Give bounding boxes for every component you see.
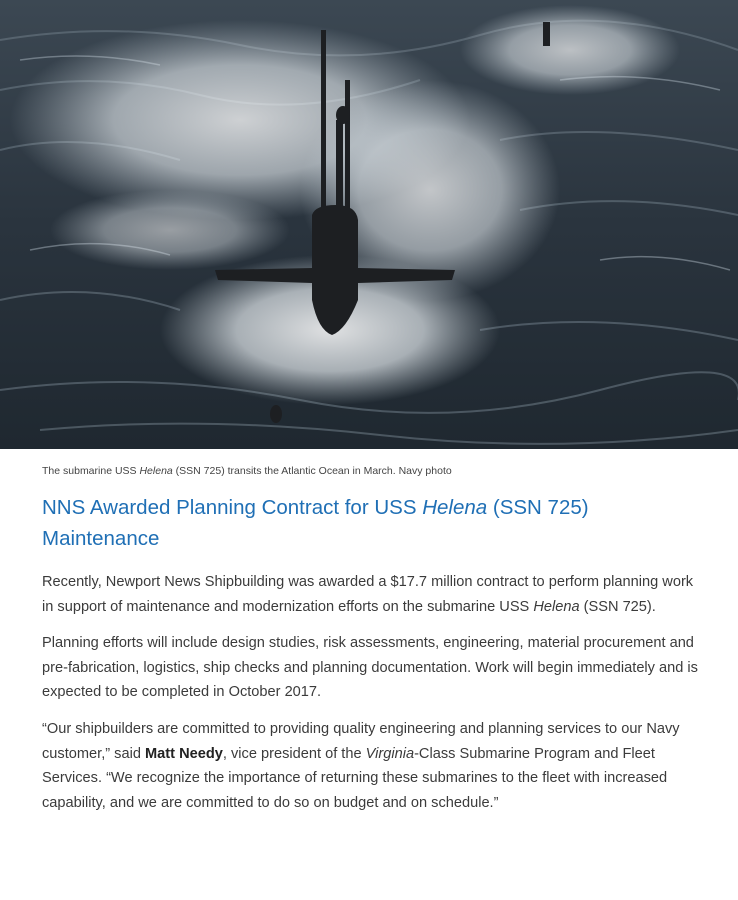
title-ship-name: Helena: [422, 496, 488, 519]
paragraph-planning: Planning efforts will include design studies, risk assessments, engineering, material procurement and pre-fabrication, logistics, ship checks and planning documentation. Work will begin immediately and is expected to be completed in October 2017.: [42, 635, 698, 701]
p1-ship-name: Helena: [533, 598, 580, 615]
p3-title: , vice president of the: [222, 745, 366, 762]
photo-caption: [42, 464, 738, 478]
p3-quote-start: “Our shipbuilders are committed to providing quality engineering and planning services to our Navy customer,” said: [42, 720, 680, 762]
caption-suffix: (SSN 725) transits the Atlantic Ocean in March. Navy photo: [172, 465, 452, 477]
title-prefix: NNS Awarded Planning Contract for USS: [42, 496, 423, 519]
caption-prefix: The submarine USS: [42, 465, 140, 477]
paragraph-contract: [42, 570, 698, 619]
submarine-photo: [0, 0, 738, 449]
speaker-name: Matt Needy: [145, 745, 223, 762]
p1-text: Recently, Newport News Shipbuilding was awarded a $17.7 million contract to perform planning work in support of maintenance and modernization efforts on the submarine USS: [42, 574, 694, 615]
paragraph-quote: [42, 717, 698, 815]
p3-quote-end: -Class Submarine Program and Fleet Services. “We recognize the importance of returning these submarines to the fleet with increased capability, and we are committed to do so on budget and on schedule.”: [42, 745, 668, 811]
caption-ship-name: Helena: [139, 465, 173, 477]
p1-end: (SSN 725).: [579, 598, 656, 615]
article-title: [42, 492, 698, 554]
title-suffix: (SSN 725) Maintenance: [42, 496, 589, 550]
virginia-class-name: Virginia: [365, 745, 415, 762]
